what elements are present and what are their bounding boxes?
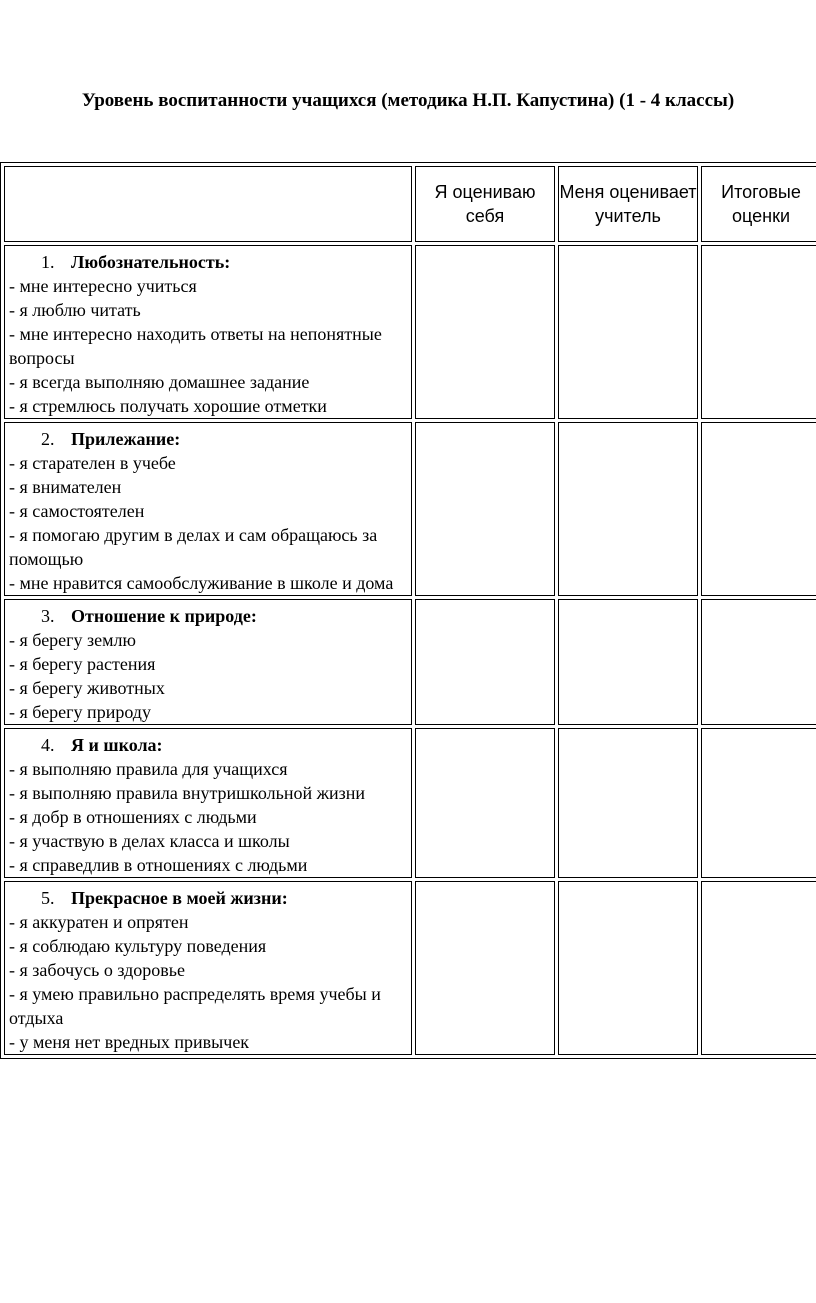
criteria-name: Отношение к природе:: [71, 606, 257, 626]
list-item: - я берегу животных: [9, 678, 165, 698]
list-item: - я берегу растения: [9, 654, 156, 674]
evaluation-table-wrapper: [0, 162, 816, 1059]
criteria-cell: [4, 881, 412, 1055]
list-item: - мне интересно учиться: [9, 276, 197, 296]
list-item: - мне нравится самообслуживание в школе и дома: [9, 573, 394, 593]
teacher-score-cell[interactable]: [558, 245, 698, 419]
list-item: - я аккуратен и опрятен: [9, 912, 189, 932]
header-criteria-cell: [4, 166, 412, 242]
criteria-number: 3.: [41, 606, 55, 626]
criteria-number: 4.: [41, 735, 55, 755]
criteria-title: [7, 250, 409, 274]
page-title: Уровень воспитанности учащихся (методика Н.П. Капустина) (1 - 4 классы): [81, 90, 735, 111]
list-item: - я самостоятелен: [9, 501, 145, 521]
criteria-number: 2.: [41, 429, 55, 449]
final-score-cell[interactable]: [701, 245, 816, 419]
self-score-cell[interactable]: [415, 599, 555, 725]
list-item: - я добр в отношениях с людьми: [9, 807, 257, 827]
table-row: [4, 245, 816, 419]
list-item: - я берегу природу: [9, 702, 151, 722]
list-item: - я соблюдаю культуру поведения: [9, 936, 267, 956]
criteria-cell: [4, 422, 412, 596]
list-item: - я старателен в учебе: [9, 453, 176, 473]
list-item: - я выполняю правила для учащихся: [9, 759, 288, 779]
list-item: - я умею правильно распределять время учебы и отдыха: [9, 984, 381, 1028]
teacher-score-cell[interactable]: [558, 599, 698, 725]
self-score-cell[interactable]: [415, 245, 555, 419]
criteria-number: 5.: [41, 888, 55, 908]
teacher-score-cell[interactable]: [558, 422, 698, 596]
list-item: - я всегда выполняю домашнее задание: [9, 372, 310, 392]
list-item: - мне интересно находить ответы на непонятные вопросы: [9, 324, 382, 368]
header-teacher: Меня оценивает учитель: [558, 166, 698, 242]
list-item: - у меня нет вредных привычек: [9, 1032, 250, 1052]
final-score-cell[interactable]: [701, 422, 816, 596]
criteria-cell: [4, 599, 412, 725]
evaluation-table: [0, 162, 816, 1059]
criteria-title: [7, 427, 409, 451]
criteria-name: Я и школа:: [71, 735, 163, 755]
list-item: - я участвую в делах класса и школы: [9, 831, 290, 851]
list-item: - я справедлив в отношениях с людьми: [9, 855, 308, 875]
list-item: - я внимателен: [9, 477, 122, 497]
header-row: [4, 166, 816, 242]
self-score-cell[interactable]: [415, 881, 555, 1055]
self-score-cell[interactable]: [415, 728, 555, 878]
header-final: Итоговые оценки: [701, 166, 816, 242]
criteria-cell: [4, 728, 412, 878]
self-score-cell[interactable]: [415, 422, 555, 596]
list-item: - я стремлюсь получать хорошие отметки: [9, 396, 327, 416]
final-score-cell[interactable]: [701, 728, 816, 878]
list-item: - я люблю читать: [9, 300, 141, 320]
final-score-cell[interactable]: [701, 599, 816, 725]
list-item: - я выполняю правила внутришкольной жизни: [9, 783, 366, 803]
criteria-cell: [4, 245, 412, 419]
criteria-number: 1.: [41, 252, 55, 272]
criteria-name: Прилежание:: [71, 429, 181, 449]
table-row: [4, 599, 816, 725]
table-row: [4, 881, 816, 1055]
criteria-title: [7, 886, 409, 910]
final-score-cell[interactable]: [701, 881, 816, 1055]
header-self: Я оцениваю себя: [415, 166, 555, 242]
list-item: - я забочусь о здоровье: [9, 960, 185, 980]
criteria-title: [7, 604, 409, 628]
table-row: [4, 728, 816, 878]
list-item: - я помогаю другим в делах и сам обращаюсь за помощью: [9, 525, 378, 569]
teacher-score-cell[interactable]: [558, 728, 698, 878]
table-row: [4, 422, 816, 596]
criteria-title: [7, 733, 409, 757]
teacher-score-cell[interactable]: [558, 881, 698, 1055]
criteria-name: Прекрасное в моей жизни:: [71, 888, 288, 908]
list-item: - я берегу землю: [9, 630, 136, 650]
criteria-name: Любознательность:: [71, 252, 231, 272]
